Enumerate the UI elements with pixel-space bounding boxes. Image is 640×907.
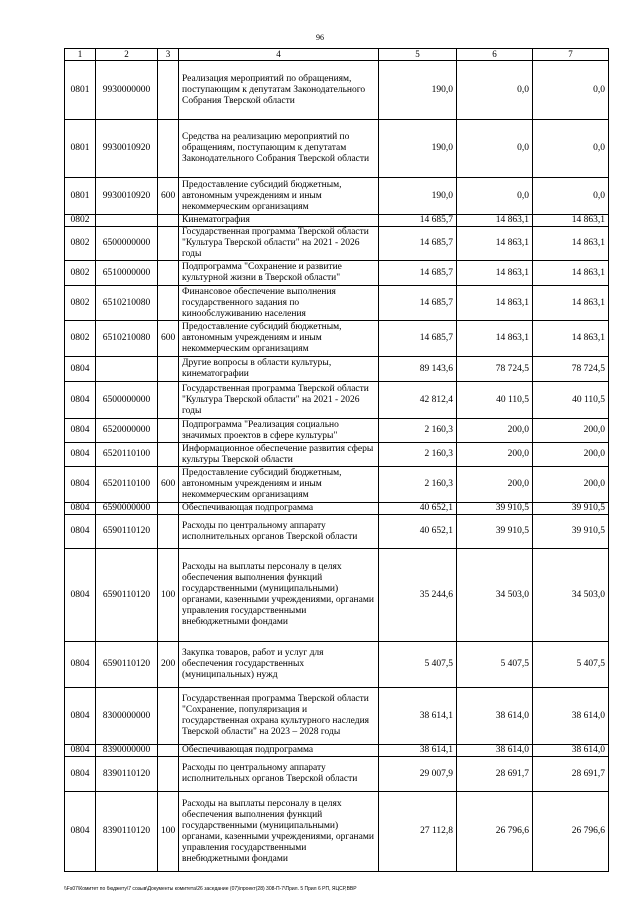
cell-amount-col6: 200,0 <box>457 419 533 443</box>
cell-section-code: 0804 <box>65 419 96 443</box>
cell-item-name: Обеспечивающая подпрограмма <box>179 503 379 515</box>
cell-amount-col6: 38 614,0 <box>457 688 533 745</box>
cell-amount-col5: 27 112,8 <box>379 792 457 872</box>
cell-amount-col7: 38 614,0 <box>533 688 609 745</box>
header-row <box>65 49 609 61</box>
cell-item-name: Предоставление субсидий бюджетным, автономным учреждениям и иным некоммерческим организациям <box>179 321 379 357</box>
cell-amount-col7: 39 910,5 <box>533 515 609 549</box>
cell-section-code: 0804 <box>65 515 96 549</box>
cell-section-code: 0804 <box>65 382 96 419</box>
cell-expense-type <box>158 443 179 467</box>
table-row <box>65 286 609 321</box>
header-col-6: 6 <box>457 49 533 61</box>
cell-amount-col7: 28 691,7 <box>533 757 609 792</box>
cell-amount-col7: 38 614,0 <box>533 745 609 757</box>
cell-amount-col5: 5 407,5 <box>379 642 457 688</box>
cell-item-name: Расходы на выплаты персоналу в целях обеспечения выполнения функций государственными (муниципальными) органами, казенными учреждениями, органами управления государственными внебюджетными фондами <box>179 792 379 872</box>
header-col-4: 4 <box>179 49 379 61</box>
cell-amount-col7: 0,0 <box>533 120 609 178</box>
cell-amount-col6: 28 691,7 <box>457 757 533 792</box>
table-row <box>65 120 609 178</box>
cell-amount-col5: 40 652,1 <box>379 503 457 515</box>
cell-expense-type <box>158 688 179 745</box>
table-row <box>65 745 609 757</box>
cell-amount-col5: 14 685,7 <box>379 215 457 227</box>
cell-amount-col5: 14 685,7 <box>379 286 457 321</box>
table-row <box>65 757 609 792</box>
cell-item-name: Государственная программа Тверской области "Культура Тверской области" на 2021 - 2026 годы <box>179 382 379 419</box>
cell-amount-col7: 0,0 <box>533 178 609 215</box>
cell-article-code <box>96 357 158 382</box>
cell-amount-col5: 190,0 <box>379 178 457 215</box>
cell-amount-col5: 2 160,3 <box>379 467 457 503</box>
cell-article-code: 6520110100 <box>96 467 158 503</box>
cell-section-code: 0801 <box>65 61 96 120</box>
cell-item-name: Расходы по центральному аппарату исполнительных органов Тверской области <box>179 515 379 549</box>
cell-article-code: 6510000000 <box>96 261 158 286</box>
cell-amount-col7: 14 863,1 <box>533 215 609 227</box>
table-row <box>65 227 609 261</box>
cell-expense-type: 600 <box>158 321 179 357</box>
cell-amount-col5: 190,0 <box>379 120 457 178</box>
cell-amount-col6: 38 614,0 <box>457 745 533 757</box>
cell-expense-type <box>158 757 179 792</box>
cell-expense-type: 100 <box>158 549 179 642</box>
table-row <box>65 688 609 745</box>
cell-amount-col6: 14 863,1 <box>457 227 533 261</box>
cell-item-name: Финансовое обеспечение выполнения государственного задания по кинообслуживанию населения <box>179 286 379 321</box>
cell-amount-col5: 35 244,6 <box>379 549 457 642</box>
cell-amount-col5: 89 143,6 <box>379 357 457 382</box>
cell-article-code: 6500000000 <box>96 382 158 419</box>
table-row <box>65 215 609 227</box>
cell-amount-col7: 40 110,5 <box>533 382 609 419</box>
cell-expense-type <box>158 382 179 419</box>
cell-amount-col6: 26 796,6 <box>457 792 533 872</box>
cell-amount-col7: 78 724,5 <box>533 357 609 382</box>
cell-expense-type <box>158 357 179 382</box>
table-row <box>65 515 609 549</box>
cell-expense-type: 600 <box>158 467 179 503</box>
cell-section-code: 0802 <box>65 321 96 357</box>
cell-expense-type <box>158 515 179 549</box>
budget-table <box>64 48 609 872</box>
table-row <box>65 467 609 503</box>
cell-section-code: 0801 <box>65 178 96 215</box>
table-row <box>65 382 609 419</box>
table-body <box>65 61 609 872</box>
cell-section-code: 0801 <box>65 120 96 178</box>
cell-section-code: 0804 <box>65 792 96 872</box>
cell-item-name: Реализация мероприятий по обращениям, поступающим к депутатам Законодательного Собрания Тверской области <box>179 61 379 120</box>
cell-item-name: Кинематография <box>179 215 379 227</box>
cell-amount-col6: 0,0 <box>457 61 533 120</box>
cell-amount-col6: 0,0 <box>457 120 533 178</box>
cell-article-code: 8390110120 <box>96 792 158 872</box>
cell-section-code: 0804 <box>65 757 96 792</box>
cell-amount-col7: 200,0 <box>533 419 609 443</box>
cell-amount-col5: 38 614,1 <box>379 745 457 757</box>
cell-amount-col5: 29 007,9 <box>379 757 457 792</box>
cell-item-name: Предоставление субсидий бюджетным, автономным учреждениям и иным некоммерческим организациям <box>179 467 379 503</box>
cell-amount-col7: 14 863,1 <box>533 227 609 261</box>
header-col-7: 7 <box>533 49 609 61</box>
cell-article-code: 9930010920 <box>96 178 158 215</box>
cell-amount-col5: 40 652,1 <box>379 515 457 549</box>
cell-article-code: 6520110100 <box>96 443 158 467</box>
cell-section-code: 0804 <box>65 688 96 745</box>
cell-amount-col7: 39 910,5 <box>533 503 609 515</box>
cell-section-code: 0802 <box>65 227 96 261</box>
cell-item-name: Обеспечивающая подпрограмма <box>179 745 379 757</box>
cell-amount-col6: 14 863,1 <box>457 286 533 321</box>
page-number: 96 <box>316 33 324 42</box>
cell-article-code: 9930010920 <box>96 120 158 178</box>
cell-expense-type <box>158 215 179 227</box>
table-row <box>65 61 609 120</box>
cell-article-code: 6500000000 <box>96 227 158 261</box>
cell-article-code: 6510210080 <box>96 321 158 357</box>
table-row <box>65 261 609 286</box>
cell-amount-col6: 39 910,5 <box>457 515 533 549</box>
cell-article-code: 6590000000 <box>96 503 158 515</box>
cell-expense-type: 100 <box>158 792 179 872</box>
cell-amount-col5: 14 685,7 <box>379 321 457 357</box>
cell-item-name: Предоставление субсидий бюджетным, автономным учреждениям и иным некоммерческим организациям <box>179 178 379 215</box>
cell-expense-type <box>158 745 179 757</box>
table-row <box>65 549 609 642</box>
cell-item-name: Подпрограмма "Реализация социально значимых проектов в сфере культуры" <box>179 419 379 443</box>
cell-section-code: 0802 <box>65 215 96 227</box>
cell-amount-col7: 14 863,1 <box>533 321 609 357</box>
cell-expense-type <box>158 503 179 515</box>
cell-article-code: 9930000000 <box>96 61 158 120</box>
cell-item-name: Государственная программа Тверской области "Культура Тверской области" на 2021 - 2026 годы <box>179 227 379 261</box>
cell-expense-type <box>158 286 179 321</box>
cell-amount-col7: 0,0 <box>533 61 609 120</box>
cell-amount-col7: 5 407,5 <box>533 642 609 688</box>
cell-amount-col6: 14 863,1 <box>457 261 533 286</box>
cell-section-code: 0804 <box>65 503 96 515</box>
table-row <box>65 419 609 443</box>
cell-amount-col7: 14 863,1 <box>533 286 609 321</box>
table-row <box>65 357 609 382</box>
cell-section-code: 0804 <box>65 443 96 467</box>
header-col-2: 2 <box>96 49 158 61</box>
cell-amount-col6: 34 503,0 <box>457 549 533 642</box>
cell-amount-col7: 200,0 <box>533 443 609 467</box>
cell-amount-col6: 14 863,1 <box>457 215 533 227</box>
cell-article-code: 6590110120 <box>96 515 158 549</box>
cell-expense-type: 600 <box>158 178 179 215</box>
cell-expense-type <box>158 227 179 261</box>
cell-article-code: 6590110120 <box>96 642 158 688</box>
cell-amount-col5: 38 614,1 <box>379 688 457 745</box>
footer-file-path: \\Fs07\Комитет по бюджету\7 созыв\Документы комитета\26 заседание (07)\проект(28) 308-П-7\Прил. 5 Прил 6 РП, ЯЦСР,ВВР <box>64 886 357 892</box>
cell-expense-type <box>158 261 179 286</box>
cell-item-name: Закупка товаров, работ и услуг для обеспечения государственных (муниципальных) нужд <box>179 642 379 688</box>
cell-amount-col6: 40 110,5 <box>457 382 533 419</box>
header-col-5: 5 <box>379 49 457 61</box>
cell-item-name: Средства на реализацию мероприятий по обращениям, поступающим к депутатам Законодательного Собрания Тверской области <box>179 120 379 178</box>
cell-section-code: 0804 <box>65 467 96 503</box>
cell-item-name: Расходы по центральному аппарату исполнительных органов Тверской области <box>179 757 379 792</box>
table-row <box>65 321 609 357</box>
cell-amount-col7: 200,0 <box>533 467 609 503</box>
cell-amount-col6: 14 863,1 <box>457 321 533 357</box>
cell-item-name: Другие вопросы в области культуры, кинематографии <box>179 357 379 382</box>
cell-expense-type <box>158 419 179 443</box>
table-row <box>65 443 609 467</box>
header-col-1: 1 <box>65 49 96 61</box>
cell-section-code: 0802 <box>65 286 96 321</box>
table-row <box>65 642 609 688</box>
cell-item-name: Государственная программа Тверской области "Сохранение, популяризация и государственная охрана культурного наследия Тверской области" на 2023 – 2028 годы <box>179 688 379 745</box>
table-row <box>65 792 609 872</box>
cell-amount-col6: 0,0 <box>457 178 533 215</box>
cell-amount-col6: 200,0 <box>457 467 533 503</box>
table-row <box>65 178 609 215</box>
cell-amount-col5: 2 160,3 <box>379 419 457 443</box>
cell-amount-col5: 42 812,4 <box>379 382 457 419</box>
cell-expense-type <box>158 61 179 120</box>
cell-amount-col7: 26 796,6 <box>533 792 609 872</box>
cell-amount-col5: 2 160,3 <box>379 443 457 467</box>
cell-expense-type <box>158 120 179 178</box>
cell-amount-col5: 190,0 <box>379 61 457 120</box>
cell-amount-col6: 78 724,5 <box>457 357 533 382</box>
cell-item-name: Расходы на выплаты персоналу в целях обеспечения выполнения функций государственными (муниципальными) органами, казенными учреждениями, органами управления государственными внебюджетными фондами <box>179 549 379 642</box>
cell-article-code: 6510210080 <box>96 286 158 321</box>
cell-expense-type: 200 <box>158 642 179 688</box>
cell-article-code: 6590110120 <box>96 549 158 642</box>
cell-section-code: 0804 <box>65 549 96 642</box>
cell-amount-col7: 14 863,1 <box>533 261 609 286</box>
cell-item-name: Информационное обеспечение развития сферы культуры Тверской области <box>179 443 379 467</box>
cell-article-code: 6520000000 <box>96 419 158 443</box>
cell-article-code <box>96 215 158 227</box>
cell-item-name: Подпрограмма "Сохранение и развитие культурной жизни в Тверской области" <box>179 261 379 286</box>
cell-section-code: 0804 <box>65 642 96 688</box>
cell-amount-col6: 5 407,5 <box>457 642 533 688</box>
table-row <box>65 503 609 515</box>
cell-section-code: 0804 <box>65 745 96 757</box>
cell-article-code: 8390000000 <box>96 745 158 757</box>
header-col-3: 3 <box>158 49 179 61</box>
cell-amount-col5: 14 685,7 <box>379 227 457 261</box>
cell-section-code: 0802 <box>65 261 96 286</box>
cell-article-code: 8390110120 <box>96 757 158 792</box>
cell-amount-col6: 200,0 <box>457 443 533 467</box>
cell-article-code: 8300000000 <box>96 688 158 745</box>
cell-amount-col7: 34 503,0 <box>533 549 609 642</box>
cell-section-code: 0804 <box>65 357 96 382</box>
cell-amount-col5: 14 685,7 <box>379 261 457 286</box>
cell-amount-col6: 39 910,5 <box>457 503 533 515</box>
